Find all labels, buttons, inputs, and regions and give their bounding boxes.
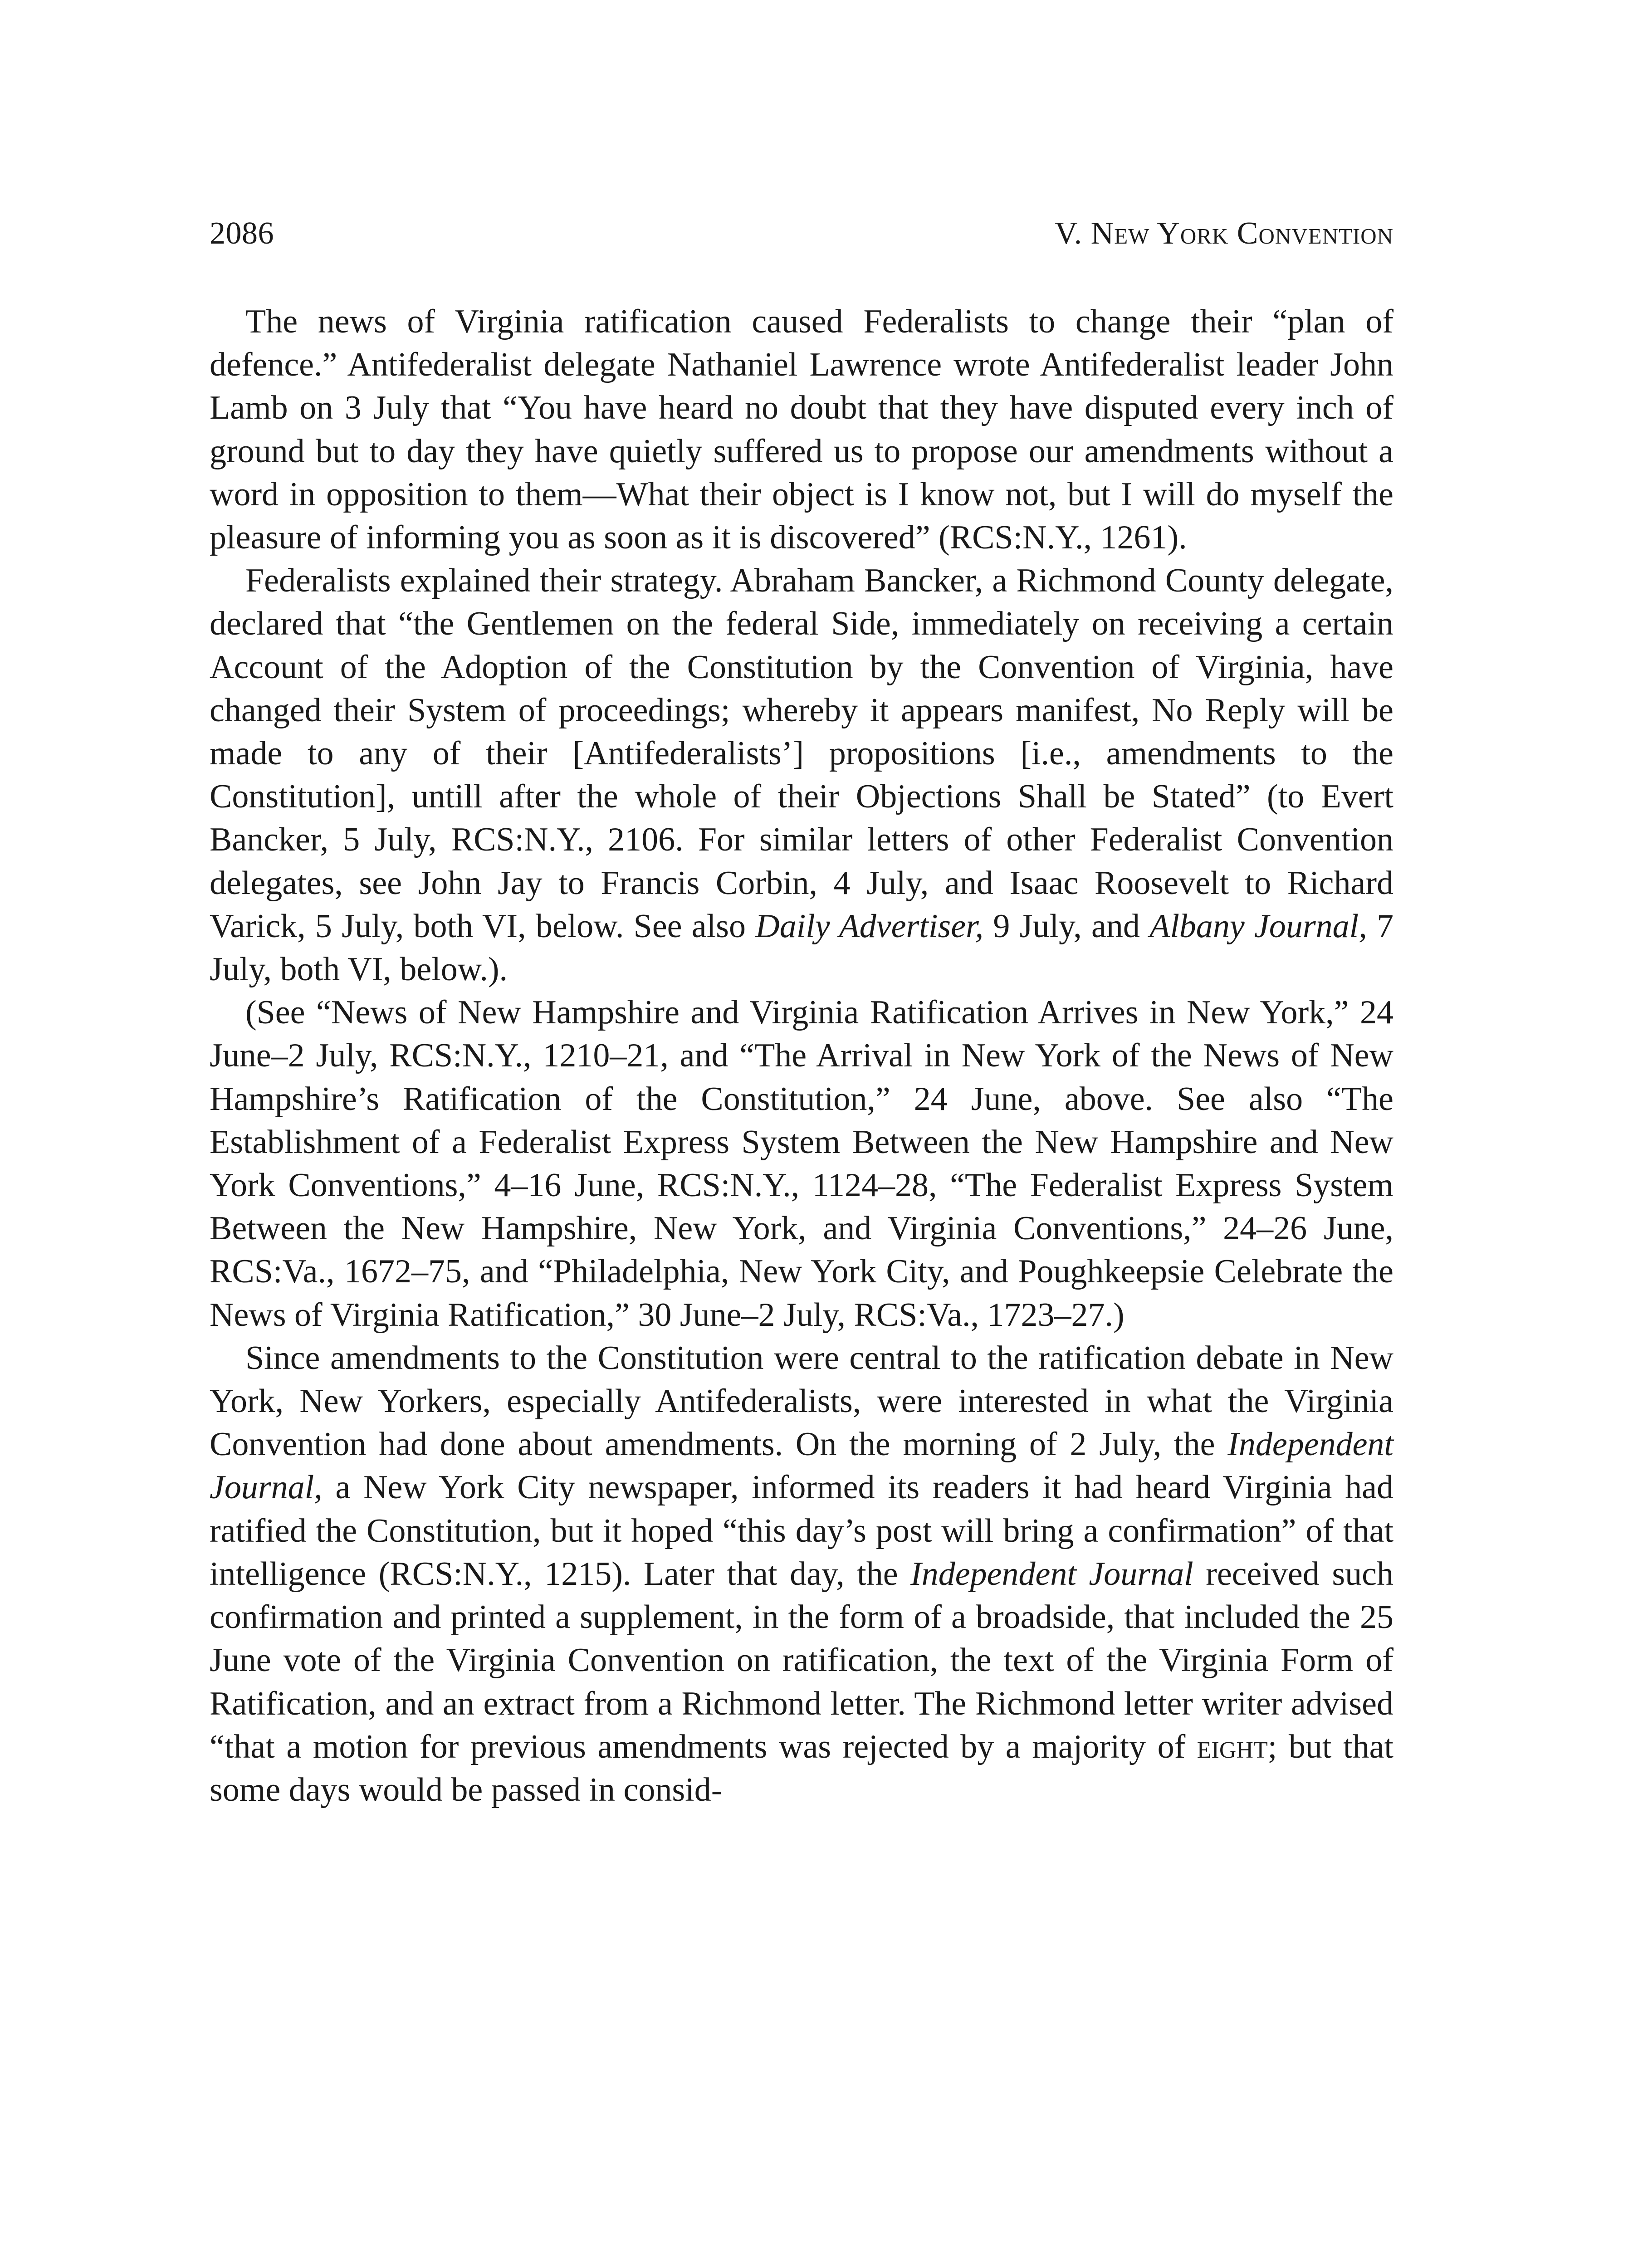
paragraph-text: Since amendments to the Constitution were central to the ratification debate in New York, New Yorkers, especially Antifederalists, were interested in what the Virginia Convention had done about amendments. On the morning of 2 July, the <box>210 1339 1393 1463</box>
paragraph <box>210 1337 1393 1812</box>
newspaper-title: Daily Advertiser, <box>755 907 984 945</box>
paragraph-text: received such confirmation and printed a supplement, in the form of a broadside, that included the 25 June vote of the Virginia Convention on ratification, the text of the Virginia Form of Ratification, and an extract from a Richmond letter. The Richmond letter writer advised “that a motion for previous amendments was rejected by a majority of <box>210 1555 1393 1765</box>
paragraph <box>210 559 1393 991</box>
paragraph-text: 7 July, both VI, below.). <box>210 907 1393 988</box>
paragraph <box>210 300 1393 559</box>
newspaper-title: Albany Journal, <box>1149 907 1367 945</box>
running-head-title: V. New York Convention <box>1055 216 1393 251</box>
paragraph-text: Federalists explained their strategy. Abraham Bancker, a Richmond County delegate, declared that “the Gentlemen on the federal Side, immediately on receiving a certain Account of the Adoption of the Constitution by the Convention of Virginia, have changed their System of proceedings; whereby it appears manifest, No Reply will be made to any of their [Antifederalists’] propositions [i.e., amendments to the Constitution], untill after the whole of their Objections Shall be Stated” (to Evert Bancker, 5 July, RCS:N.Y., 2106. For similar letters of other Federalist Convention delegates, see John Jay to Francis Corbin, 4 July, and Isaac Roosevelt to Richard Varick, 5 July, both VI, below. See also <box>210 562 1393 945</box>
body-text <box>210 300 1393 1812</box>
paragraph <box>210 991 1393 1337</box>
paragraph-text: (See “News of New Hampshire and Virginia Ratification Arrives in New York,” 24 June–2 July, RCS:N.Y., 1210–21, and “The Arrival in New York of the News of New Hampshire’s Ratification of the Constitution,” 24 June, above. See also “The Establishment of a Federalist Express System Between the New Hampshire and New York Conventions,” 4–16 June, RCS:N.Y., 1124–28, “The Federalist Express System Between the New Hampshire, New York, and Virginia Conventions,” 24–26 June, RCS:Va., 1672–75, and “Philadelphia, New York City, and Poughkeepsie Celebrate the News of Virginia Ratification,” 30 June–2 July, RCS:Va., 1723–27.) <box>210 994 1393 1334</box>
newspaper-title: Independent Journal <box>910 1555 1193 1593</box>
paragraph-text: a New York City newspaper, informed its readers it had heard Virginia had ratified the Constitution, but it hoped “this day’s post will bring a confirmation” of that intelligence (RCS:N.Y., 1215). Later that day, the <box>210 1469 1393 1593</box>
page-number: 2086 <box>210 216 274 251</box>
small-caps-text: eight <box>1197 1728 1268 1765</box>
newspaper-title: Independent Journal, <box>210 1426 1393 1506</box>
paragraph-text: ; but that some days would be passed in consid- <box>210 1728 1393 1809</box>
paragraph-text: 9 July, and <box>983 907 1150 945</box>
running-head <box>210 213 1393 254</box>
document-page <box>210 213 1393 2236</box>
paragraph-text: The news of Virginia ratification caused Federalists to change their “plan of defence.” Antifederalist delegate Nathaniel Lawrence wrote Antifederalist leader John Lamb on 3 July that “You have heard no doubt that they have disputed every inch of ground but to day they have quietly suffered us to propose our amendments without a word in opposition to them—What their object is I know not, but I will do myself the pleasure of informing you as soon as it is discovered” (RCS:N.Y., 1261). <box>210 303 1393 557</box>
